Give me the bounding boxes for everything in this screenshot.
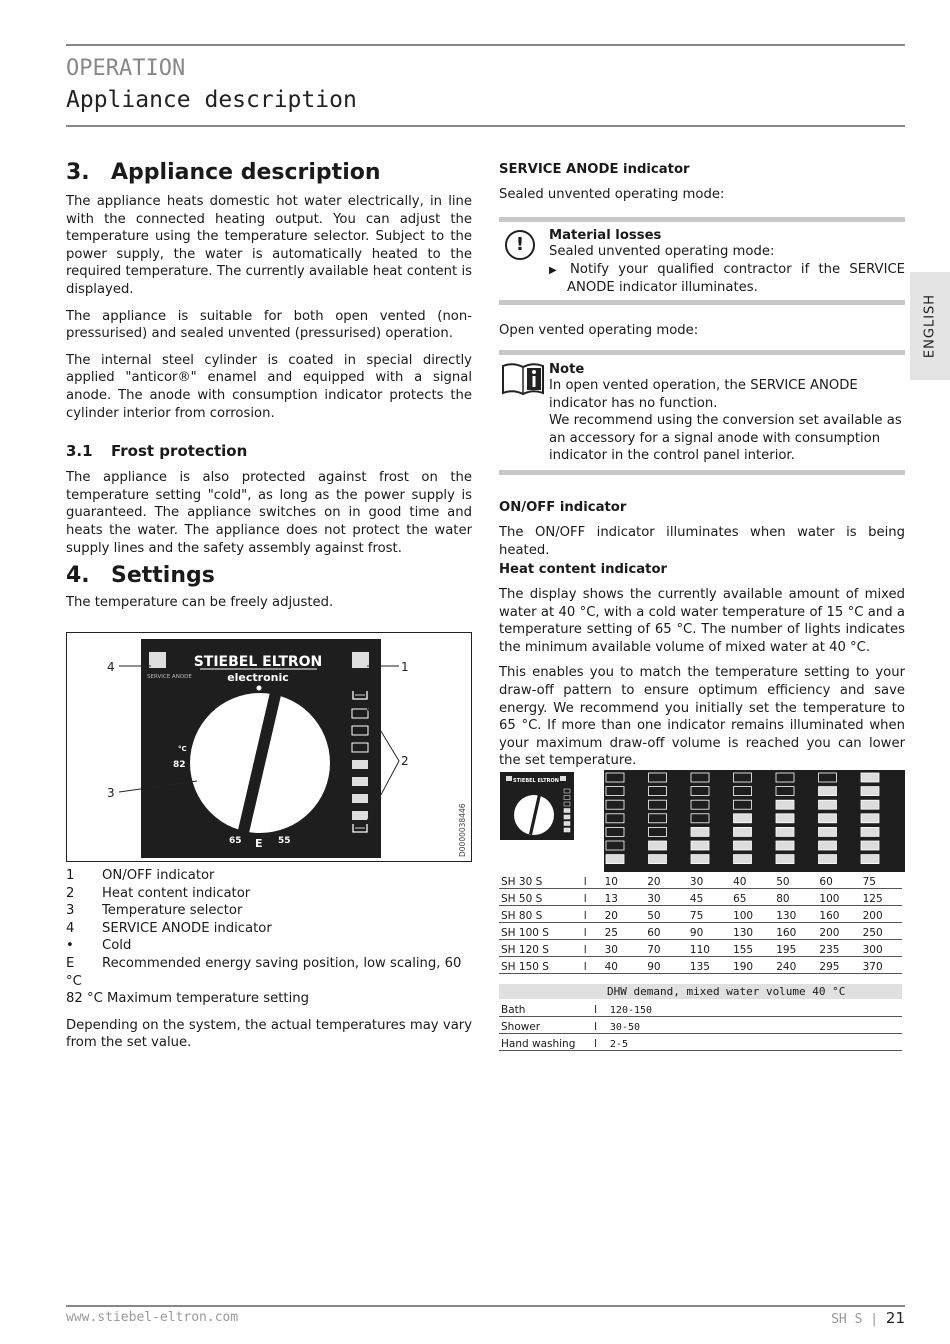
lamp-lit xyxy=(861,827,879,836)
sealed-mode-label: Sealed unvented operating mode: xyxy=(499,187,725,202)
legend-item: E Recommended energy saving position, low scaling, 60 °C xyxy=(66,955,462,989)
table-row xyxy=(499,957,902,974)
closing-paragraph: Depending on the system, the actual temperatures may vary from the set value. xyxy=(66,1017,472,1051)
section-number: 4. xyxy=(66,563,90,588)
notice-title: Note xyxy=(549,362,585,377)
separator-cell: l xyxy=(582,906,601,923)
section-3 xyxy=(66,160,472,557)
service-anode-section xyxy=(499,162,905,204)
volume-cell: 30 xyxy=(645,889,688,906)
lamp-lit xyxy=(819,827,837,836)
model-cell: SH 150 S xyxy=(499,957,582,974)
table-row xyxy=(499,923,902,940)
volume-cell: 10 xyxy=(601,872,646,889)
volume-cell: 160 xyxy=(817,906,860,923)
volume-cell: 90 xyxy=(645,957,688,974)
heat-lamp xyxy=(352,811,368,820)
paragraph: The temperature can be freely adjusted. xyxy=(66,595,334,610)
volume-cell: 200 xyxy=(817,923,860,940)
temp-65-label: 65 xyxy=(229,836,242,846)
volume-cell: 240 xyxy=(774,957,817,974)
lamp-lit xyxy=(734,814,752,823)
model-cell: SH 30 S xyxy=(499,872,582,889)
section-3-1-heading xyxy=(66,442,472,460)
lamp-lit xyxy=(861,800,879,809)
language-label: ENGLISH xyxy=(922,293,938,359)
lamp-lit xyxy=(734,855,752,864)
separator-cell: l xyxy=(592,1034,608,1051)
language-tab xyxy=(910,272,950,380)
figure-doc-id: D0000038446 xyxy=(458,803,467,857)
lamp-lit xyxy=(691,827,709,836)
lamp-lit xyxy=(734,841,752,850)
volume-cell: 45 xyxy=(688,889,731,906)
section-label: OPERATION xyxy=(66,56,186,81)
volume-cell: 70 xyxy=(645,940,688,957)
lamp-lit xyxy=(691,855,709,864)
separator-cell: l xyxy=(582,923,601,940)
mini-lamp xyxy=(564,809,570,813)
volume-cell: 30 xyxy=(688,872,731,889)
volume-cell: 40 xyxy=(601,957,646,974)
volume-cell: 100 xyxy=(731,906,774,923)
service-anode-lamp xyxy=(149,652,166,668)
lamp-lit xyxy=(819,787,837,796)
volume-cell: 300 xyxy=(861,940,902,957)
volume-cell: 135 xyxy=(688,957,731,974)
cold-dot xyxy=(257,686,262,691)
legend-item: 4 SERVICE ANODE indicator xyxy=(66,920,272,936)
volume-cell: 160 xyxy=(774,923,817,940)
model-cell: SH 80 S xyxy=(499,906,582,923)
volume-cell: 190 xyxy=(731,957,774,974)
lamp-lit xyxy=(776,814,794,823)
section-3-heading xyxy=(66,160,472,185)
section-title: Frost protection xyxy=(111,442,248,461)
legend-item: 3 Temperature selector xyxy=(66,903,243,919)
separator-cell: l xyxy=(582,889,601,906)
section-title: Appliance description xyxy=(111,160,381,185)
open-mode-text: Open vented operating mode: xyxy=(499,323,699,338)
temp-35-label: 35 xyxy=(334,760,347,770)
callout-2: 2 xyxy=(401,754,409,768)
volume-cell: 250 xyxy=(861,923,902,940)
footer-separator: | xyxy=(870,1312,879,1327)
table-row xyxy=(499,940,902,957)
volume-cell: 20 xyxy=(645,872,688,889)
temp-82-label: 82 xyxy=(173,760,186,770)
table-row xyxy=(499,1017,902,1034)
heat-lamp xyxy=(352,794,368,803)
notice-text: We recommend using the conversion set available as an accessory for a signal anode with consumption indicator in the control panel interior. xyxy=(549,413,902,464)
demand-header: DHW demand, mixed water volume 40 °C xyxy=(607,985,846,998)
deg-label: °C xyxy=(178,745,187,753)
lamp-lit xyxy=(819,814,837,823)
volume-cell: 120-150 xyxy=(608,1000,902,1017)
notice-rule xyxy=(499,217,905,222)
lamp-lit xyxy=(649,855,667,864)
lamp-lit xyxy=(861,814,879,823)
sizes-table xyxy=(499,872,902,974)
energy-saving-label: E xyxy=(255,837,263,850)
volume-cell: 295 xyxy=(817,957,860,974)
paragraph: The appliance is suitable for both open vented (non-pressurised) and sealed unvented (pressurised) operation. xyxy=(66,308,472,342)
paragraph: This enables you to match the temperature setting to your draw-off pattern to ensure optimum efficiency and save energy. We recommend you initially set the temperature to 65 °C. If more than one indicator remains illuminated when your maximum draw-off volume is reached you can lower the set temperature. xyxy=(499,665,905,769)
legend-item: 2 Heat content indicator xyxy=(66,885,251,901)
volume-cell: 125 xyxy=(861,889,902,906)
volume-cell: 155 xyxy=(731,940,774,957)
legend-item: 1 ON/OFF indicator xyxy=(66,868,215,883)
model-label: electronic xyxy=(227,671,289,684)
service-anode-heading: SERVICE ANODE indicator xyxy=(499,162,690,177)
figure-legend xyxy=(66,867,472,1052)
footer-url[interactable]: www.stiebel-eltron.com xyxy=(66,1310,239,1325)
material-losses-notice xyxy=(549,228,905,297)
table-row xyxy=(499,889,902,906)
paragraph: The display shows the currently available amount of mixed water at 40 °C, with a cold water temperature of 15 °C and a temperature setting of 65 °C. The number of lights indicates the minimum available volume of mixed water at 40 °C. xyxy=(499,587,905,655)
section-4-heading xyxy=(66,563,472,588)
volume-cell: 75 xyxy=(688,906,731,923)
notice-text: Sealed unvented operating mode: xyxy=(549,244,775,259)
lamp-lit xyxy=(819,855,837,864)
section-4 xyxy=(66,563,472,612)
volume-cell: 30-50 xyxy=(608,1017,902,1034)
paragraph: The internal steel cylinder is coated in special directly applied "anticor®" enamel and equipped with a signal anode. The anode with consumption indicator protects the cylinder interior from corrosion. xyxy=(66,352,472,421)
callout-4: 4 xyxy=(107,660,115,674)
lamp-lit xyxy=(861,841,879,850)
volume-cell: 20 xyxy=(601,906,646,923)
volume-cell: 100 xyxy=(817,889,860,906)
onoff-section xyxy=(499,500,905,559)
notice-text: In open vented operation, the SERVICE ANODE indicator has no function. xyxy=(549,378,858,411)
notice-rule xyxy=(499,350,905,355)
control-panel-figure xyxy=(66,632,472,862)
volume-cell: 13 xyxy=(601,889,646,906)
heat-content-heading: Heat content indicator xyxy=(499,562,668,577)
heat-lamp xyxy=(352,777,368,786)
onoff-heading: ON/OFF indicator xyxy=(499,500,627,515)
notice-rule xyxy=(499,300,905,305)
lamp-lit xyxy=(649,841,667,850)
lamp-lit xyxy=(776,800,794,809)
lamp-lit xyxy=(776,841,794,850)
heat-lamp xyxy=(352,760,368,769)
heat-content-section xyxy=(499,562,905,770)
lamp-lit xyxy=(776,855,794,864)
legend-item: 82 °C Maximum temperature setting xyxy=(66,991,309,1007)
table-row xyxy=(499,906,902,923)
model-cell: SH 120 S xyxy=(499,940,582,957)
table-row xyxy=(499,1000,902,1017)
volume-cell: 30 xyxy=(601,940,646,957)
mini-lamp xyxy=(564,828,570,832)
footer-rule xyxy=(66,1305,905,1307)
notice-bullet: ▶ Notify your qualified contractor if the SERVICE ANODE indicator illuminates. xyxy=(549,261,905,296)
onoff-lamp xyxy=(352,652,369,668)
lamp-lit xyxy=(776,827,794,836)
usage-cell: Hand washing xyxy=(499,1034,592,1051)
page-number: 21 xyxy=(885,1309,905,1327)
temp-55-label: 55 xyxy=(278,836,291,846)
separator-cell: l xyxy=(582,940,601,957)
volume-cell: 40 xyxy=(731,872,774,889)
paragraph: The appliance heats domestic hot water electrically, in line with the connected heating output. You can adjust the temperature using the temperature selector. Subject to the power supply, the water is automatically heated to the required temperature. The currently available heat content is displayed. xyxy=(66,194,472,297)
warning-icon: ! xyxy=(505,230,535,260)
volume-cell: 65 xyxy=(731,889,774,906)
triangle-bullet-icon: ▶ xyxy=(549,264,571,276)
mini-lamp xyxy=(564,822,570,826)
lamp-lit xyxy=(861,855,879,864)
lamp-matrix-figure xyxy=(500,770,905,872)
volume-cell: 50 xyxy=(774,872,817,889)
volume-cell: 50 xyxy=(645,906,688,923)
service-anode-label: SERVICE ANODE xyxy=(147,674,192,680)
section-number: 3.1 xyxy=(66,442,93,461)
callout-1: 1 xyxy=(401,660,409,674)
volume-cell: 25 xyxy=(601,923,646,940)
table-row xyxy=(499,1034,902,1051)
brand-logo: STIEBEL ELTRON xyxy=(193,654,323,670)
header-bottom-rule xyxy=(66,125,905,127)
footer-model: SH S xyxy=(831,1312,863,1327)
volume-cell: 80 xyxy=(774,889,817,906)
volume-cell: 130 xyxy=(731,923,774,940)
note-notice xyxy=(549,362,905,465)
volume-cell: 370 xyxy=(861,957,902,974)
notice-rule xyxy=(499,470,905,475)
volume-cell: 60 xyxy=(645,923,688,940)
legend-item: • Cold xyxy=(66,938,132,954)
lamp-lit xyxy=(819,800,837,809)
page-title: Appliance description xyxy=(66,87,357,113)
usage-cell: Bath xyxy=(499,1000,592,1017)
section-number: 3. xyxy=(66,160,90,185)
demand-table xyxy=(499,1000,902,1051)
onoff-text: The ON/OFF indicator illuminates when water is being heated. xyxy=(499,525,905,558)
lamp-lit xyxy=(734,827,752,836)
footer-page-info xyxy=(831,1309,905,1327)
lamp-lit xyxy=(691,841,709,850)
lamp-lit xyxy=(861,787,879,796)
usage-cell: Shower xyxy=(499,1017,592,1034)
model-cell: SH 100 S xyxy=(499,923,582,940)
separator-cell: l xyxy=(582,872,601,889)
volume-cell: 2-5 xyxy=(608,1034,902,1051)
header-top-rule xyxy=(66,44,905,46)
volume-cell: 90 xyxy=(688,923,731,940)
table-row xyxy=(499,872,902,889)
volume-cell: 60 xyxy=(817,872,860,889)
lamp-lit xyxy=(819,841,837,850)
volume-cell: 130 xyxy=(774,906,817,923)
volume-cell: 200 xyxy=(861,906,902,923)
mini-lamp xyxy=(564,815,570,819)
volume-cell: 110 xyxy=(688,940,731,957)
volume-cell: 195 xyxy=(774,940,817,957)
separator-cell: l xyxy=(582,957,601,974)
separator-cell: l xyxy=(592,1000,608,1017)
separator-cell: l xyxy=(592,1017,608,1034)
section-title: Settings xyxy=(111,563,215,588)
callout-3: 3 xyxy=(107,786,115,800)
mini-brand: STIEBEL ELTRON xyxy=(513,778,559,784)
volume-cell: 235 xyxy=(817,940,860,957)
lamp-lit xyxy=(606,855,624,864)
volume-cell: 75 xyxy=(861,872,902,889)
lamp-lit xyxy=(861,773,879,782)
notice-title: Material losses xyxy=(549,228,662,243)
info-book-icon xyxy=(501,362,545,396)
model-cell: SH 50 S xyxy=(499,889,582,906)
paragraph: The appliance is also protected against frost on the temperature setting "cold", as long as the power supply is guaranteed. The appliance switches on in good time and heats the water. The appliance does not protect the water supply lines and the safety assembly against frost. xyxy=(66,470,472,556)
open-mode-label xyxy=(499,322,905,340)
